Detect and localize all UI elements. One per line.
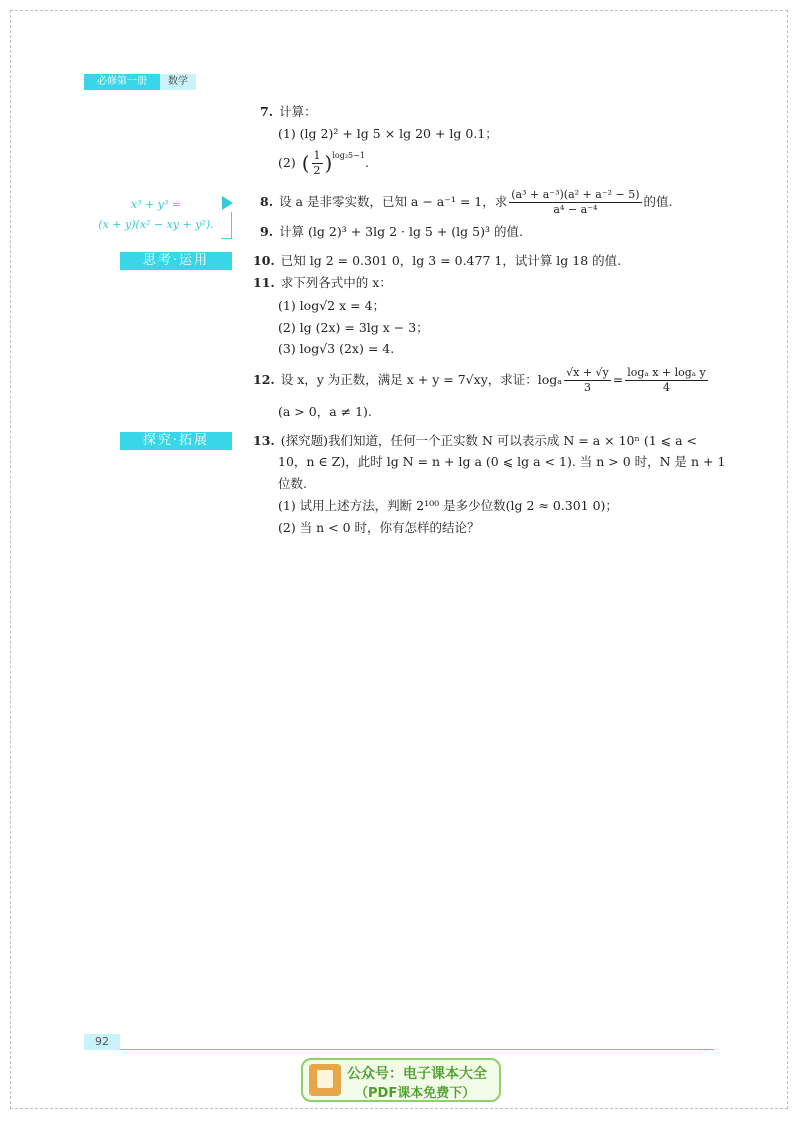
problem-7 [260,104,317,120]
fraction-right [625,366,707,395]
fraction-denominator: 4 [663,380,670,394]
equals-sign: = [612,372,624,387]
fraction-denominator: 2 [313,163,321,177]
fraction [509,188,641,217]
section-think-apply: 思考·运用 [120,252,232,270]
flag-icon [222,196,233,210]
problem-13-line-2: 10，n ∈ Z)，此时 lg N = n + lg a (0 ⩽ lg a < 1). 当 n > 0 时，N 是 n + 1 [278,454,726,469]
subject-tag: 数学 [160,74,196,90]
side-note-line-2: (x + y)(x² − xy + y²). [98,218,214,231]
fraction-numerator: √x + √y [566,365,609,379]
problem-7-part-1: (1) (lg 2)² + lg 5 × lg 20 + lg 0.1； [278,126,498,141]
problem-10 [253,253,621,269]
page-number: 92 [84,1034,120,1050]
problem-number: 7. [260,104,274,119]
exponent: log₂5−1 [332,151,365,160]
problem-text: 设 a 是非零实数，已知 a − a⁻¹ = 1，求 [279,194,508,209]
book-tag: 必修第一册 [84,74,160,90]
paren-left: ( [301,151,310,175]
fraction-denominator: 3 [583,380,591,394]
problem-text: 已知 lg 2 = 0.301 0，lg 3 = 0.477 1，试计算 lg 18 的值. [280,253,622,268]
problem-11 [253,275,392,291]
problem-11-part-2: (2) lg (2x) = 3lg x − 3； [278,320,429,335]
problem-12-condition: (a > 0，a ≠ 1). [278,404,372,419]
problem-number: 9. [260,224,274,239]
period: . [364,155,369,170]
problem-stem: 计算： [279,104,317,119]
problem-number: 8. [260,194,274,209]
problem-13-part-2: (2) 当 n < 0 时，你有怎样的结论？ [278,520,480,535]
fraction-numerator: 1 [313,148,321,162]
side-note-line-1: x³ + y³ = [130,198,182,211]
problem-13-part-1: (1) 试用上述方法，判断 2¹⁰⁰ 是多少位数(lg 2 ≈ 0.301 0)； [278,498,618,513]
problem-13-line-3: 位数. [278,476,307,491]
paren-right: ) [324,151,333,175]
fraction-left [564,366,611,395]
side-note [86,195,226,235]
fraction-numerator: logₐ x + logₐ y [627,365,706,379]
problem-number: 10. [253,253,275,268]
problem-9 [260,224,523,240]
page-border [10,10,788,1109]
problem-stem: 求下列各式中的 x： [280,275,392,290]
problem-text: 设 x，y 为正数，满足 x + y = 7√xy，求证：logₐ [280,372,563,387]
fraction-half [312,149,323,178]
problem-number: 11. [253,275,275,290]
problem-8 [260,186,673,218]
fraction-numerator: (a³ + a⁻³)(a² + a⁻² − 5) [511,187,640,201]
section-explore-extend: 探究·拓展 [120,432,232,450]
problem-11-part-1: (1) log√2 x = 4； [278,298,386,313]
problem-text-line-1: (探究题)我们知道，任何一个正实数 N 可以表示成 N = a × 10ⁿ (1 ⩽ a < [280,433,698,448]
problem-11-part-3: (3) log√3 (2x) = 4. [278,341,395,356]
part-label: (2) [278,155,296,170]
watermark [301,1058,501,1102]
problem-7-part-2 [278,148,369,178]
watermark-line-1: 公众号：电子课本大全 [347,1066,487,1082]
book-icon [309,1064,341,1096]
problem-number: 13. [253,433,275,448]
footer-rule [84,1049,714,1050]
problem-number: 12. [253,372,275,387]
fraction-denominator: a⁴ − a⁻⁴ [553,202,598,216]
problem-text-end: 的值. [643,194,673,209]
problem-text: 计算 (lg 2)³ + 3lg 2 · lg 5 + (lg 5)³ 的值. [279,224,523,239]
watermark-line-2: （PDF课本免费下） [355,1086,476,1101]
problem-12 [253,360,710,400]
problem-13 [253,433,697,449]
side-bracket [221,212,232,239]
